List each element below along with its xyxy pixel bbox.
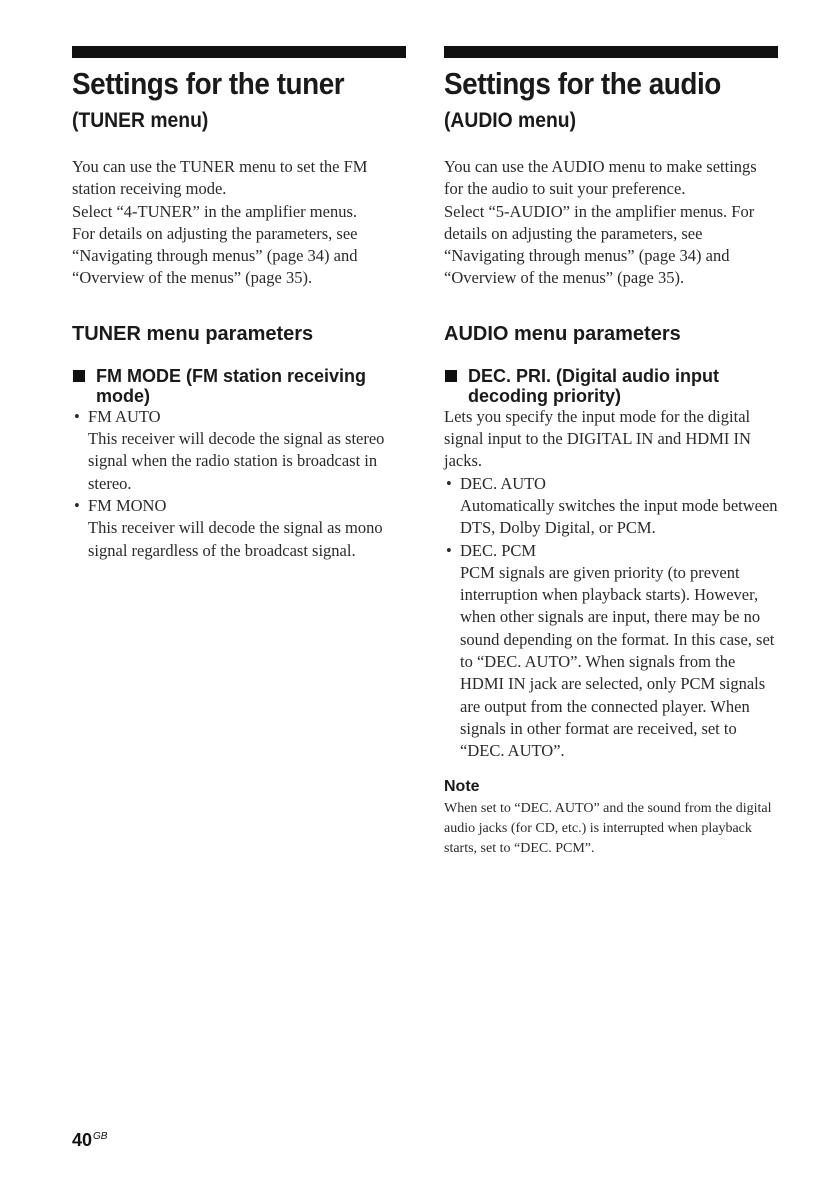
option-label: DEC. AUTO <box>460 473 546 493</box>
fm-mode-heading <box>72 366 406 406</box>
tuner-intro-line: You can use the TUNER menu to set the FM station receiving mode. <box>72 157 368 199</box>
audio-title: Settings for the audio <box>444 66 721 101</box>
tuner-params-heading: TUNER menu parameters <box>72 322 314 345</box>
square-bullet-icon <box>445 370 457 382</box>
option-description: Automatically switches the input mode between DTS, Dolby Digital, or PCM. <box>460 495 778 538</box>
page-number <box>72 1130 107 1151</box>
tuner-title: Settings for the tuner <box>72 66 345 101</box>
audio-intro-line: You can use the AUDIO menu to make settings for the audio to suit your preference. <box>444 157 757 199</box>
audio-intro-line: Select “5-AUDIO” in the amplifier menus. For details on adjusting the parameters, see “Navigating through menus” (page 34) and “Overview of the menus” (page 35). <box>444 201 755 288</box>
audio-subtitle: (AUDIO menu) <box>444 109 577 132</box>
bullet-icon: • <box>74 495 80 515</box>
tuner-section <box>72 46 406 562</box>
option-label: DEC. PCM <box>460 540 537 560</box>
fm-mode-options <box>72 406 406 562</box>
tuner-intro-line: Select “4-TUNER” in the amplifier menus. <box>72 201 357 221</box>
option-item <box>72 406 406 495</box>
audio-section <box>444 46 778 859</box>
audio-params-heading: AUDIO menu parameters <box>444 322 681 345</box>
option-description: This receiver will decode the signal as mono signal regardless of the broadcast signal. <box>88 518 383 560</box>
audio-intro <box>444 156 778 290</box>
fm-mode-heading-text: FM MODE (FM station receiving mode) <box>96 365 367 406</box>
note-heading: Note <box>444 777 480 795</box>
note-text: When set to “DEC. AUTO” and the sound from the digital audio jacks (for CD, etc.) is interrupted when playback starts, set to “DEC. PCM”. <box>444 800 772 856</box>
dec-pri-description: Lets you specify the input mode for the digital signal input to the DIGITAL IN and HDMI IN jacks. <box>444 406 751 471</box>
option-item <box>72 495 406 562</box>
option-item <box>444 473 778 540</box>
dec-pri-body <box>444 406 778 763</box>
section-rule <box>72 46 406 58</box>
bullet-icon: • <box>446 540 452 560</box>
option-description: PCM signals are given priority (to prevent interruption when playback starts). However, when other signals are input, there may be no sound depending on the format. In this case, set to “DEC. AUTO”. When signals from the HDMI IN jack are selected, only PCM signals are output from the connected player. When signals in other format are received, set to “DEC. AUTO”. <box>460 562 775 761</box>
bullet-icon: • <box>446 473 452 493</box>
option-item <box>444 540 778 763</box>
tuner-intro-line: For details on adjusting the parameters, see “Navigating through menus” (page 34) and “Overview of the menus” (page 35). <box>72 223 358 288</box>
tuner-intro <box>72 156 406 290</box>
square-bullet-icon <box>73 370 85 382</box>
dec-pri-heading <box>444 366 778 406</box>
option-label: FM AUTO <box>88 406 161 426</box>
option-label: FM MONO <box>88 495 167 515</box>
option-description: This receiver will decode the signal as stereo signal when the radio station is broadcast in stereo. <box>88 429 385 493</box>
page-number-value: 40 <box>72 1130 93 1150</box>
bullet-icon: • <box>74 406 80 426</box>
dec-pri-heading-text: DEC. PRI. (Digital audio input decoding priority) <box>468 365 719 406</box>
tuner-subtitle: (TUNER menu) <box>72 109 209 132</box>
section-rule <box>444 46 778 58</box>
page-language-code: GB <box>93 1131 108 1142</box>
